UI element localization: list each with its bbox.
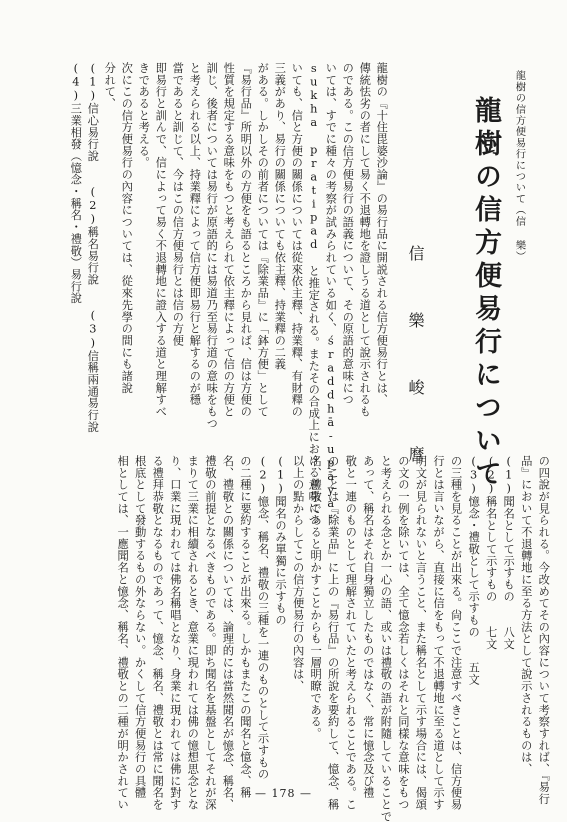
text-column: 敬と一連のものとして理解されていたと考えられることである。こ [344, 455, 358, 811]
text-column: (3)憶念・禮敬として示すもの 五文 [467, 455, 481, 686]
text-column: いては、すでに種々の考察が試みられている如く、śraddhā-upāya- [324, 62, 338, 525]
text-column: 禮敬の前提となるべきものである。即ち聞名を基盤としてそれが深 [203, 455, 217, 811]
text-column: のである。この信方便易行の語義について、その原語的意味につ [341, 62, 355, 406]
text-column: 性質を規定する意味をもつと考えられて依主釋によって信の方便と [222, 62, 236, 418]
text-column: り、口業に現われては佛名稱唱となり、身業に現われては佛に對す [168, 455, 182, 811]
author-name: 信 樂 峻 麿 [406, 245, 425, 478]
page-number: — 178 — [255, 787, 312, 800]
text-column: と考えられる以上、持業釋によって信方便即易行と解するのが穩 [188, 62, 202, 406]
text-column: (1)聞名として示すもの 八文 [502, 455, 516, 650]
text-column: 行とは言いながら、直接に信をもって不退轉地に至る道として示す [431, 455, 445, 811]
text-column: 次にこの信方便易行の內容については、從來先學の間にも諸說 [120, 62, 134, 394]
text-column: 品』において不退轉地に至る方法として說示されるものは、 [519, 455, 533, 775]
running-header: 龍樹の信方便易行について（信 樂） [513, 70, 526, 262]
text-column: 當であると訓じて、今はこの信方便易行とは信の方便 [171, 62, 185, 347]
text-column: sukha pratipad と推定される。またその合成上における意味につ [307, 62, 321, 526]
text-column: のことは『除業品』に上の『易行品』の所說を要約して、憶念、稱 [326, 455, 340, 811]
text-column: と考えられる念とか一心の語、或いは禮敬の語が附隨していることで [379, 455, 393, 822]
text-column: あって、稱名はそれ自身獨立したものではなく、常に憶念及び禮 [361, 455, 375, 799]
text-column: 明文が見られないと言うこと、また稱名として示す場合には、偈頌 [414, 455, 428, 811]
text-column: がある。しかしその前者については『除業品』に「鉢方便」として [256, 62, 270, 418]
text-column: 『易行品』所明以外の方便をも語るところから見れば、信は方便の [239, 62, 253, 418]
text-column: (4)三業相發（憶念・稱名・禮敬）易行說 [69, 62, 83, 305]
text-column: (1)信心易行說 (2)稱名易行說 (3)信稱兩通易行說 [86, 62, 100, 433]
text-column: 名、禮敬であると明かすことからも一層明瞭である。 [309, 455, 323, 740]
text-column: 即易行と訓んで、信によって易く不退轉地に證入する道と理解すべ [154, 62, 168, 418]
text-column: 三義があり、易行の關係についても依主釋、持業釋の二義 [273, 62, 287, 371]
text-column: の二種に要約することが出來る。しかもまたこの聞名と憶念、稱 [238, 455, 252, 799]
text-column: 傳統怯劣の者にして易く不退轉地を證しうる道として說示されるも [358, 62, 372, 418]
text-column: 相としては、一應聞名と憶念、稱名、禮敬との二種が明かされてい [116, 455, 130, 811]
text-column: (2)稱名として示すもの 七文 [484, 455, 498, 650]
text-column: (2)憶念、稱名、禮敬の三種を一連のものとして示すもの [256, 455, 270, 781]
text-column: 訓じ、後者については易行が原語的には易道乃至易行道の意味をもつ [205, 62, 219, 430]
text-column: (1)聞名のみ單獨に示すもの [274, 455, 288, 626]
text-column: 根底として發動するもの外ならない。かくして信方便易行の具體 [133, 455, 147, 799]
text-column: る禮拜恭敬となるものであって、憶念、稱名、禮敬とは常に聞名を [151, 455, 165, 811]
text-column: の四說が見られる。今改めてその內容について考察すれば、『易行 [537, 455, 551, 805]
text-column: いても、信と方便の關係については從來依主釋、持業釋、有財釋の [290, 62, 304, 418]
text-column: まりて三業に相續されるとき、意業に現われては佛の憶想思念とな [186, 455, 200, 811]
text-column: 龍樹の『十住毘婆沙論』の易行品に開説される信方便易行とは、 [375, 62, 389, 406]
text-column: 名、禮敬との關係については、論理的には當然聞名が憶念、稱名、 [221, 455, 235, 811]
text-column: 分れて、 [103, 62, 117, 110]
text-column: の三種を見ることが出來る。尙ここで注意すべきことは、信方便易 [449, 455, 463, 811]
text-column: 以上の點からしてこの信方便易行の內容は、 [291, 455, 305, 692]
article-title: 龍樹の信方便易行について [470, 96, 501, 492]
text-column: きであると考える。 [137, 62, 151, 169]
text-column: の文の一例を除いては、全て憶念若しくはそれと同樣な意味をもつ [396, 455, 410, 811]
